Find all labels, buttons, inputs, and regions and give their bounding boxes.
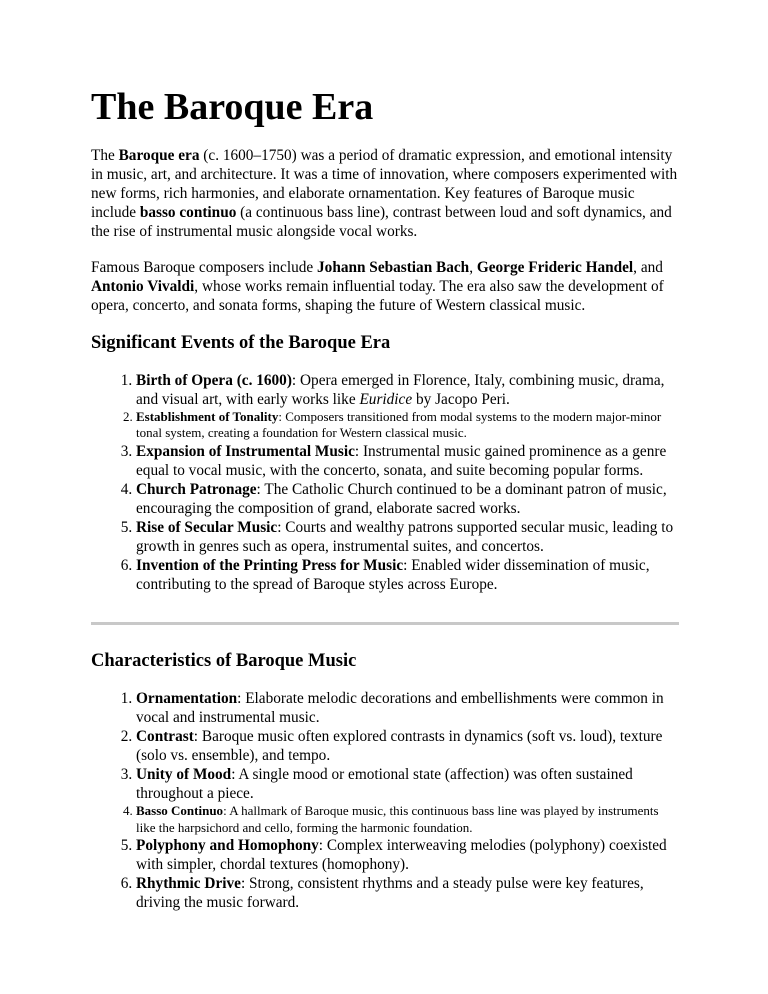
list-item-term: Polyphony and Homophony [136,837,319,855]
list-item-term: Expansion of Instrumental Music [136,442,355,460]
intro-text: , and [633,258,663,276]
list-item-text: : A single mood or emotional state (affection) was often sustained throughout a piece. [136,766,633,803]
list-item-term: Rise of Secular Music [136,518,278,536]
list-item-italic: Euridice [359,390,413,408]
intro-text: The [91,146,119,164]
list-item-text: : A hallmark of Baroque music, this continuous bass line was played by instruments like the harpsichord and cello, forming the harmonic foundation. [136,803,659,835]
document-content [91,86,679,912]
section-divider [91,622,679,625]
intro-text: (c. 1600–1750) was a period of dramatic expression, and emotional intensity in music, art, and architecture. It was a time of innovation, where composers experimented with new forms, rich harmonies, and elaborate ornamentation. Key features of Baroque music include [91,146,678,221]
list-item [136,803,679,836]
list-item [136,874,679,912]
list-item [136,442,679,480]
composer-handel: George Frideric Handel [476,258,634,276]
list-item-text: : Elaborate melodic decorations and embellishments were common in vocal and instrumental music. [136,690,664,727]
intro-text: Famous Baroque composers include [91,258,318,276]
list-item-text: : Strong, consistent rhythms and a steady pulse were key features, driving the music forward. [136,875,644,912]
list-item [136,480,679,518]
events-list [91,371,679,594]
list-item-term: Unity of Mood [136,766,232,784]
list-item [136,409,679,442]
list-item-text: : The Catholic Church continued to be a dominant patron of music, encouraging the composition of grand, elaborate sacred works. [136,480,667,517]
list-item [136,371,679,409]
characteristics-section [91,650,679,912]
characteristics-heading: Characteristics of Baroque Music [91,650,357,671]
list-item [136,556,679,594]
intro-bold-basso-continuo: basso continuo [139,203,237,221]
list-item-term: Birth of Opera (c. 1600) [136,371,292,389]
list-item-text: by Jacopo Peri. [412,390,510,408]
intro-bold-baroque-era: Baroque era [118,146,200,164]
list-item-text: : Complex interweaving melodies (polyphony) coexisted with simpler, chordal textures (homophony). [136,837,667,874]
list-item-term: Basso Continuo [136,803,224,819]
intro-text: , [469,258,477,276]
composer-vivaldi: Antonio Vivaldi [91,277,195,295]
list-item-text: : Instrumental music gained prominence as a genre equal to vocal music, with the concerto, sonata, and suite becoming popular forms. [136,442,667,479]
intro-text: (a continuous bass line), contrast between loud and soft dynamics, and the rise of instrumental music alongside vocal works. [91,203,672,240]
characteristics-list [91,689,679,912]
list-item-text: : Composers transitioned from modal systems to the modern major-minor tonal system, creating a foundation for Western classical music. [136,408,662,441]
list-item-term: Invention of the Printing Press for Music [136,556,404,574]
list-item [136,518,679,556]
list-item-text: : Enabled wider dissemination of music, contributing to the spread of Baroque styles across Europe. [136,556,650,593]
list-item-term: Church Patronage [136,480,257,498]
events-section [91,332,679,594]
list-item [136,727,679,765]
events-heading: Significant Events of the Baroque Era [91,332,391,353]
page-title: The Baroque Era [91,86,374,128]
list-item-text: : Opera emerged in Florence, Italy, combining music, drama, and visual art, with early works like [136,371,665,408]
list-item-term: Rhythmic Drive [136,875,241,893]
intro-paragraph-2 [91,258,679,315]
list-item-text: : Courts and wealthy patrons supported secular music, leading to growth in genres such as opera, instrumental suites, and concertos. [136,518,674,555]
list-item [136,836,679,874]
composer-bach: Johann Sebastian Bach [317,258,470,276]
list-item-term: Contrast [136,728,194,746]
list-item-term: Ornamentation [136,690,238,708]
list-item-text: : Baroque music often explored contrasts in dynamics (soft vs. loud), texture (solo vs. ensemble), and tempo. [136,728,663,765]
list-item [136,765,679,803]
intro-paragraph-1 [91,146,679,241]
list-item [136,689,679,727]
list-item-term: Establishment of Tonality [136,408,279,424]
intro-text: , whose works remain influential today. The era also saw the development of opera, concerto, and sonata forms, shaping the future of Western classical music. [91,277,664,314]
